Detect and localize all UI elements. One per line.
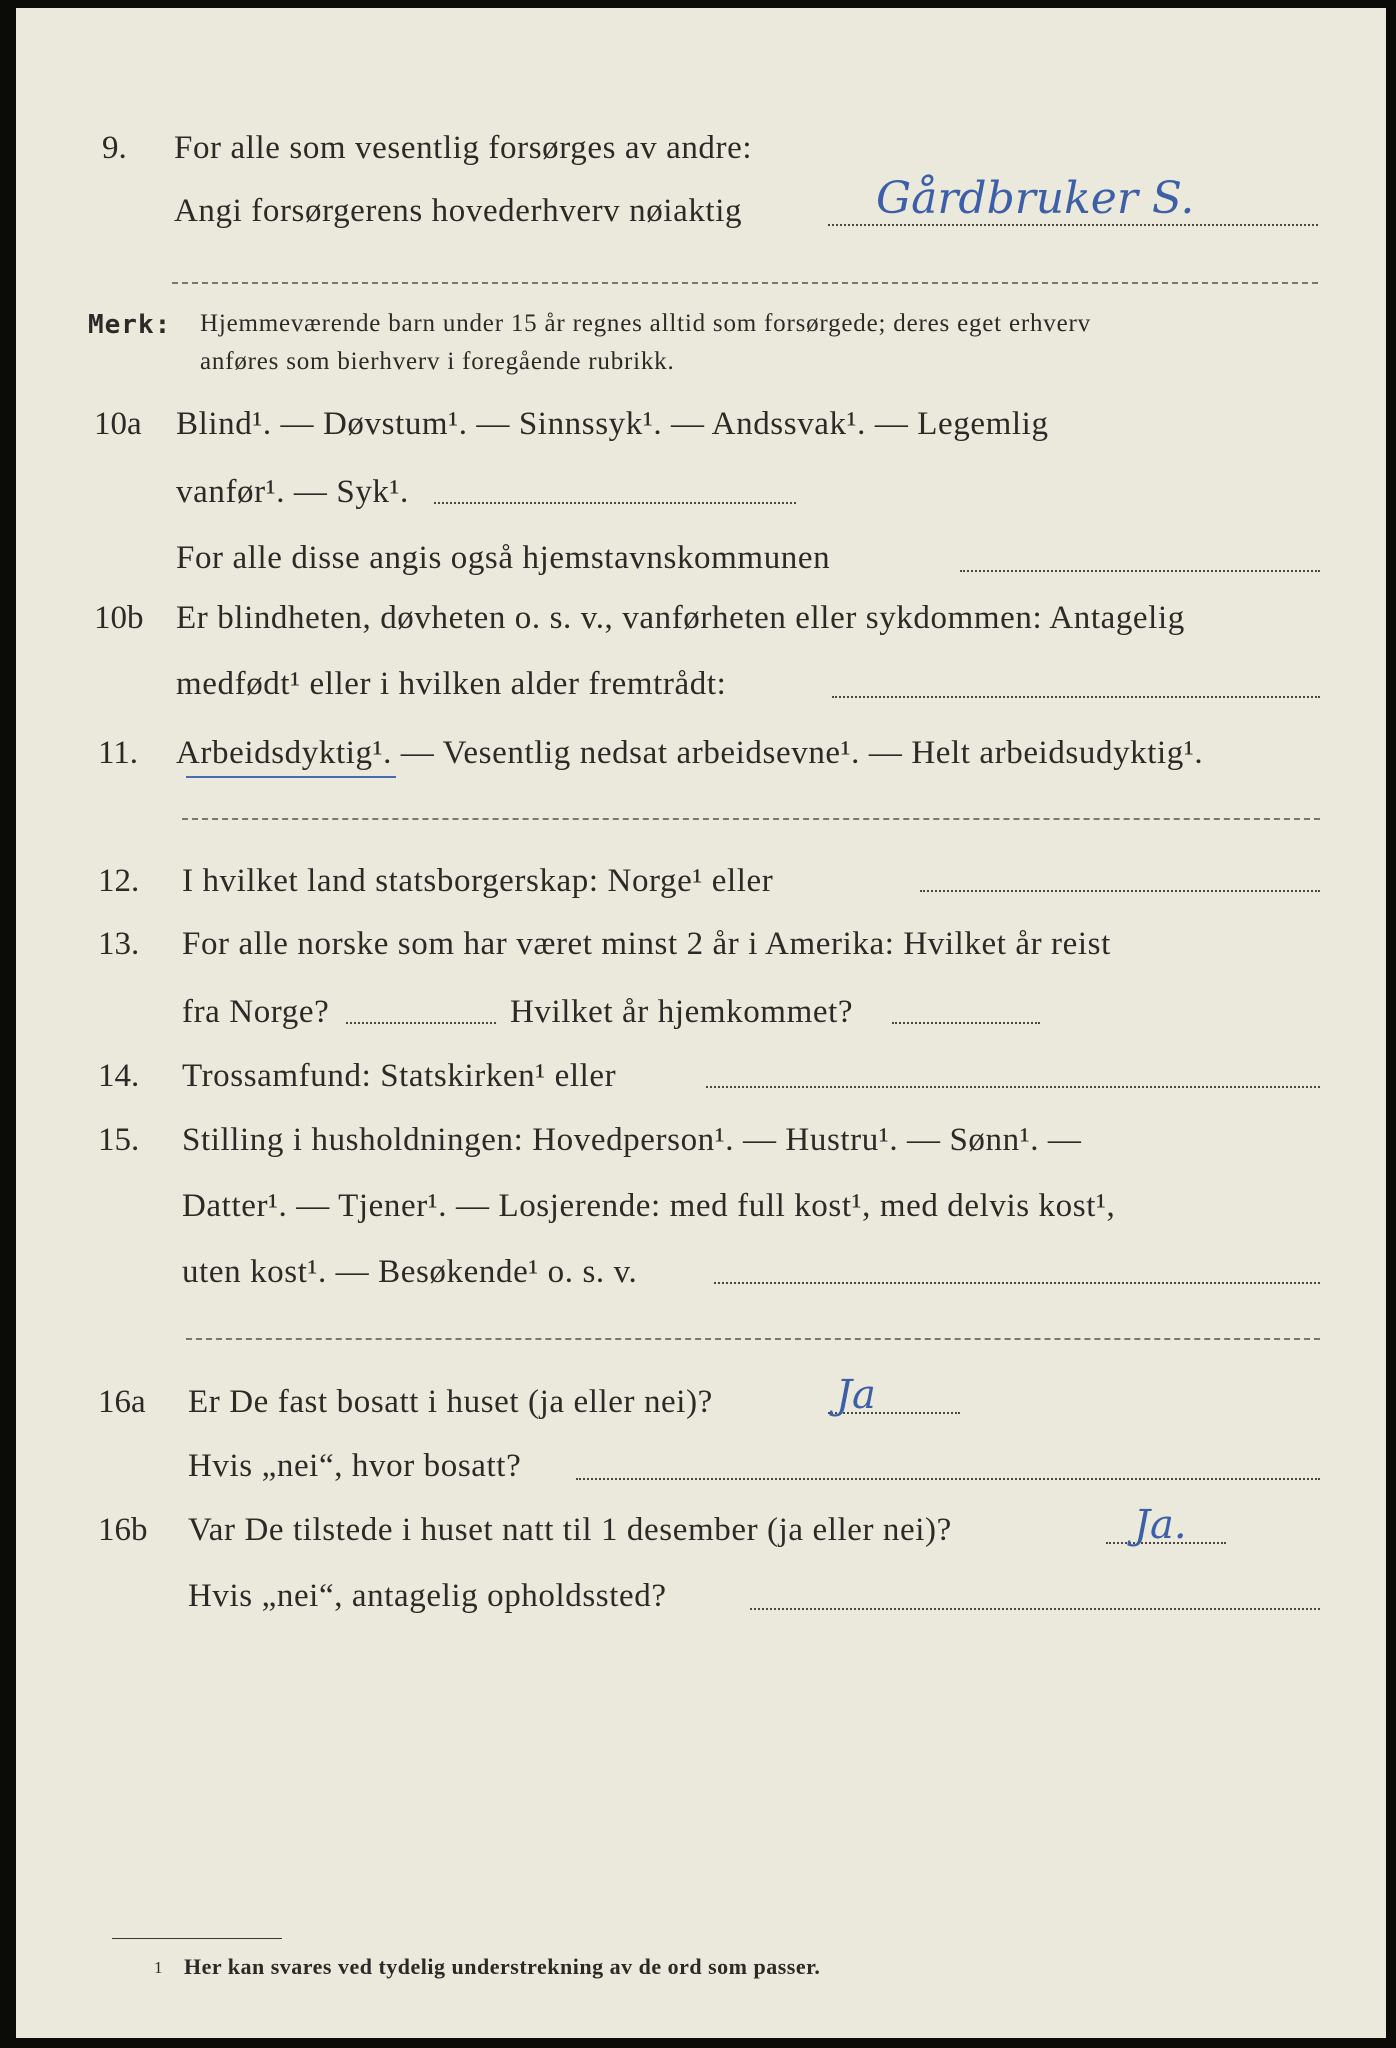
q14-answer-line: [706, 1086, 1320, 1088]
question-number-12: 12.: [98, 863, 140, 899]
q16b-line2: Hvis „nei“, antagelig opholdssted?: [188, 1578, 667, 1614]
question-number-9: 9.: [102, 130, 127, 166]
merk-line1: Hjemmeværende barn under 15 år regnes alltid som forsørgede; deres eget erhverv: [200, 310, 1091, 337]
merk-label: Merk:: [88, 310, 172, 340]
q10b-answer-line: [832, 696, 1320, 698]
q9-line2: Angi forsørgerens hovederhverv nøiaktig: [174, 193, 743, 229]
merk-line2: anføres som bierhverv i foregående rubrikk.: [200, 348, 675, 375]
footnote-mark: 1: [154, 1958, 164, 1977]
q9-handwritten-answer: Gårdbruker S.: [876, 173, 1195, 224]
q16a-line2: Hvis „nei“, hvor bosatt?: [188, 1448, 522, 1484]
q15-line1: Stilling i husholdningen: Hovedperson¹. — Hustru¹. — Sønn¹. —: [182, 1122, 1082, 1158]
census-form-page: [16, 8, 1386, 2038]
q10a-line3: For alle disse angis også hjemstavnskommunen: [176, 540, 831, 576]
q16b-handwritten-answer: Ja.: [1134, 1502, 1187, 1548]
question-number-15: 15.: [98, 1122, 140, 1158]
q9-answer-line: [828, 224, 1318, 226]
question-number-16b: 16b: [98, 1512, 148, 1548]
q10a-syk-line: [434, 502, 796, 504]
q15-answer-line: [714, 1282, 1320, 1284]
q11-underline-mark: [186, 776, 396, 778]
q16b-line1: Var De tilstede i huset natt til 1 desember (ja eller nei)?: [188, 1512, 952, 1548]
footnote-text: Her kan svares ved tydelig understrekning av de ord som passer.: [184, 1954, 821, 1979]
question-number-11: 11.: [98, 735, 139, 771]
q10a-line2: vanfør¹. — Syk¹.: [176, 474, 409, 510]
q13-line1: For alle norske som har været minst 2 år i Amerika: Hvilket år reist: [182, 926, 1111, 962]
q9-line1: For alle som vesentlig forsørges av andre:: [174, 130, 753, 166]
q12-line1: I hvilket land statsborgerskap: Norge¹ eller: [182, 863, 774, 899]
q13-line2a: fra Norge?: [182, 994, 330, 1030]
q11-line1: Arbeidsdyktig¹. — Vesentlig nedsat arbeidsevne¹. — Helt arbeidsudyktig¹.: [176, 735, 1204, 771]
q16a-line1: Er De fast bosatt i huset (ja eller nei)?: [188, 1384, 713, 1420]
q16b-place-line: [750, 1608, 1320, 1610]
footnote-rule: [112, 1938, 282, 1939]
q14-line1: Trossamfund: Statskirken¹ eller: [182, 1058, 617, 1094]
q15-line2: Datter¹. — Tjener¹. — Losjerende: med full kost¹, med delvis kost¹,: [182, 1188, 1116, 1224]
q13-year-left-line: [346, 1022, 496, 1024]
question-number-16a: 16a: [98, 1384, 146, 1420]
q13-year-back-line: [892, 1022, 1040, 1024]
q10a-home-line: [960, 570, 1320, 572]
question-number-10a: 10a: [94, 406, 142, 442]
question-number-10b: 10b: [94, 600, 144, 636]
q9-extra-line: [172, 282, 1318, 284]
q15-line3: uten kost¹. — Besøkende¹ o. s. v.: [182, 1254, 638, 1290]
q15-extra-line: [186, 1338, 1320, 1340]
q12-answer-line: [920, 890, 1320, 892]
q13-line2b: Hvilket år hjemkommet?: [510, 994, 854, 1030]
q10b-line2: medfødt¹ eller i hvilken alder fremtrådt:: [176, 666, 727, 702]
q16a-where-line: [576, 1478, 1320, 1480]
question-number-14: 14.: [98, 1058, 140, 1094]
question-number-13: 13.: [98, 926, 140, 962]
q16a-handwritten-answer: Ja: [836, 1372, 876, 1418]
q10a-line1: Blind¹. — Døvstum¹. — Sinnssyk¹. — Andssvak¹. — Legemlig: [176, 406, 1049, 442]
q10b-line1: Er blindheten, døvheten o. s. v., vanførheten eller sykdommen: Antagelig: [176, 600, 1185, 636]
q11-extra-line: [182, 818, 1320, 820]
